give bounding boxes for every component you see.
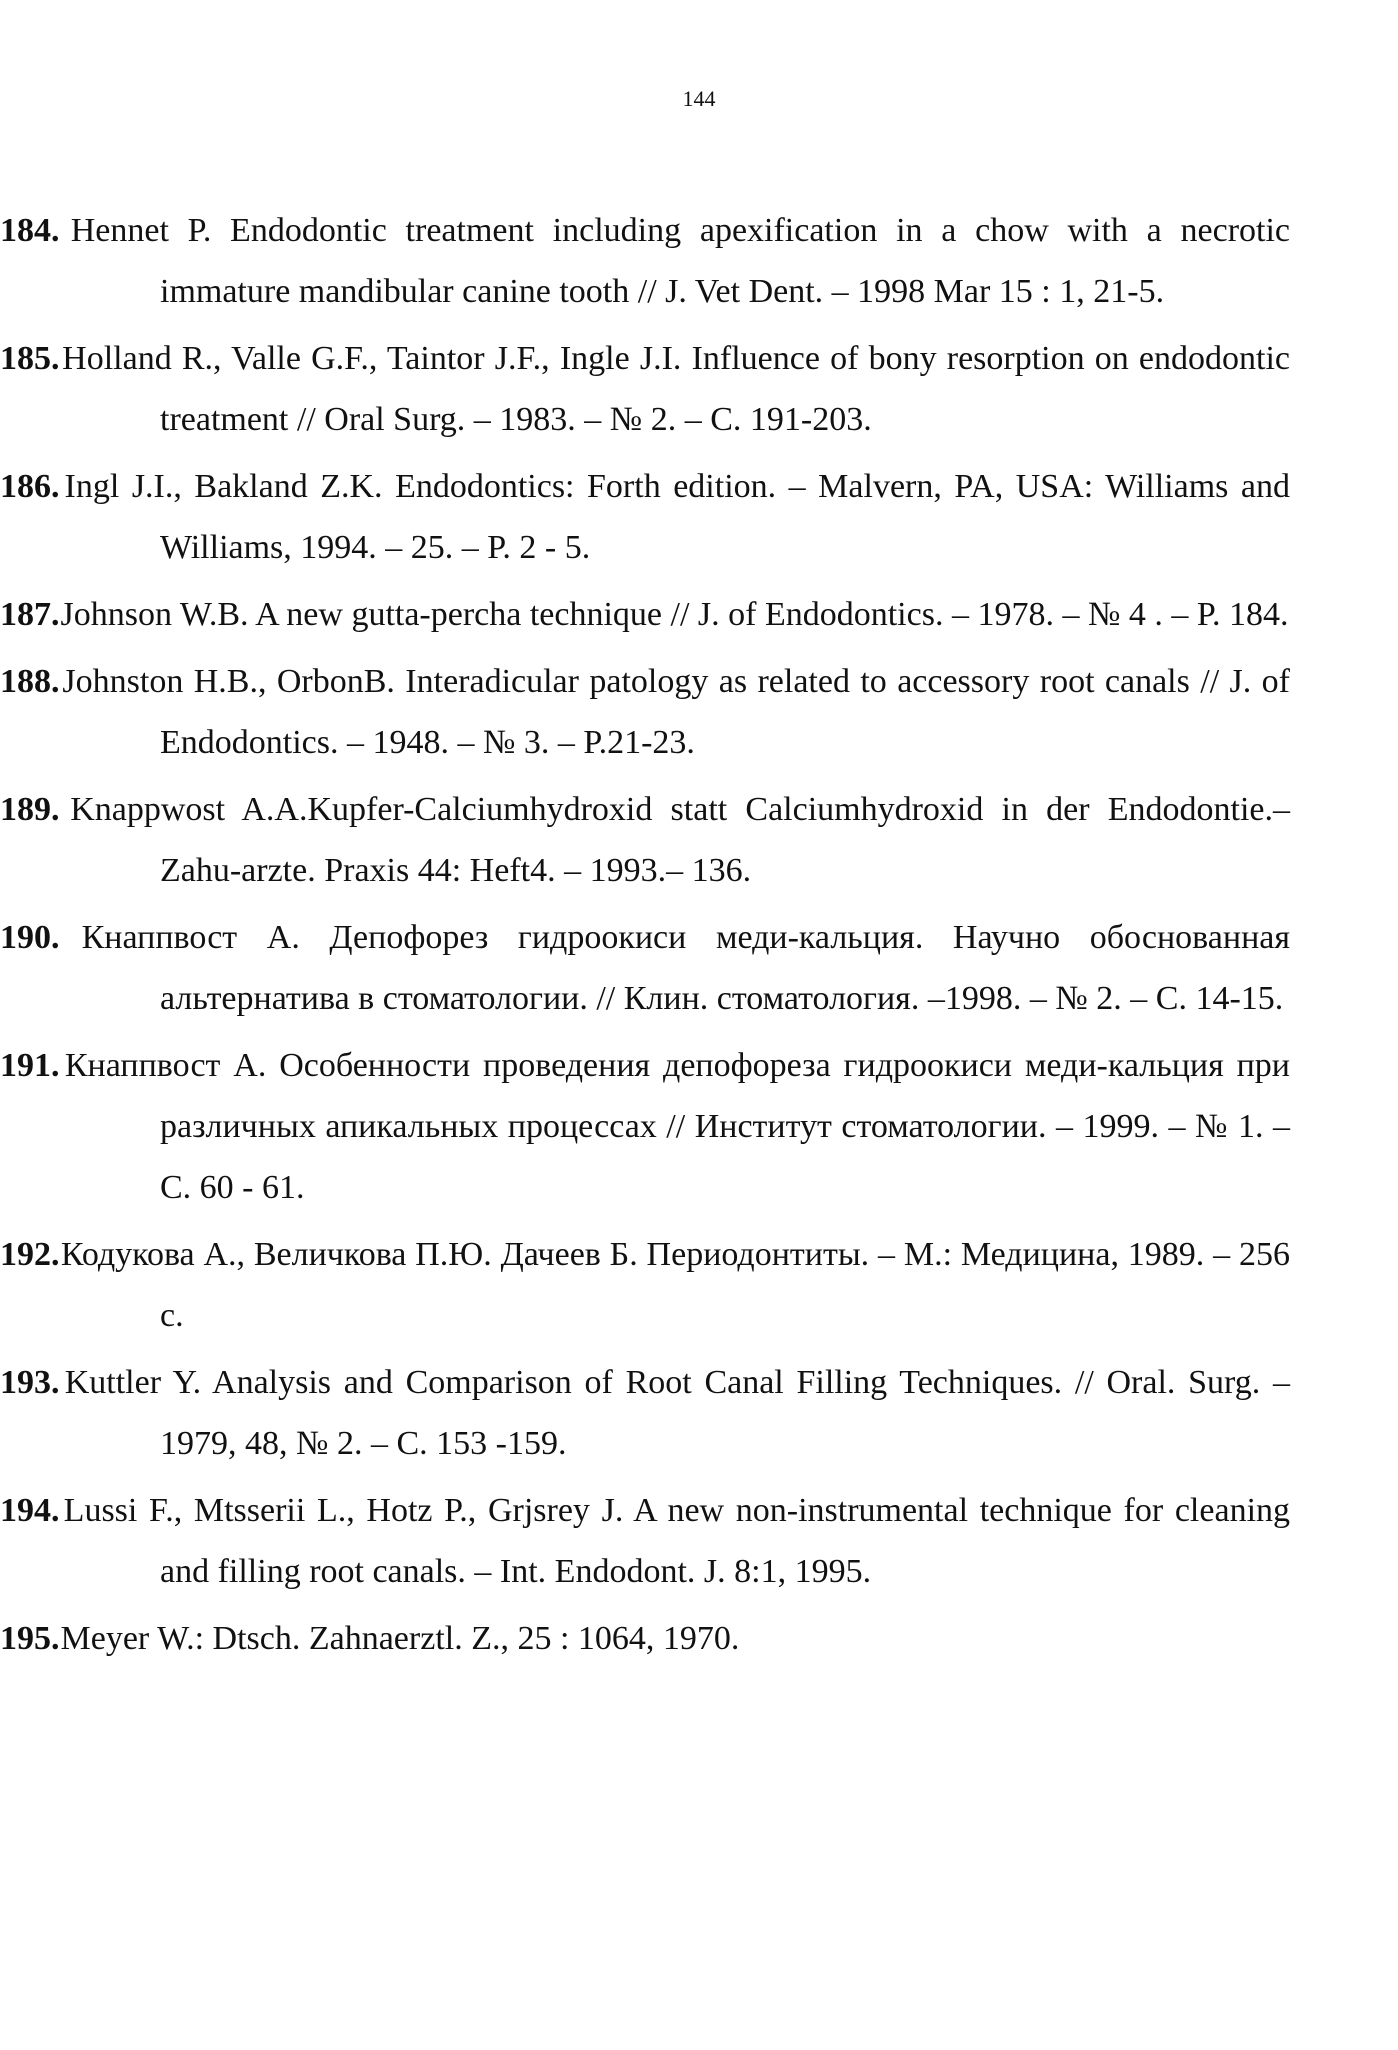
- reference-text: Kuttler Y. Analysis and Comparison of Root Canal Filling Techniques. // Oral. Surg. – 1979, 48, № 2. – C. 153 -159.: [64, 1364, 1290, 1462]
- reference-list: [0, 200, 1291, 1675]
- reference-number: 188.: [0, 663, 60, 700]
- reference-text: Holland R., Valle G.F., Taintor J.F., Ingle J.I. Influence of bony resorption on endodontic treatment // Oral Surg. – 1983. – № 2. – C. 191-203.: [62, 340, 1290, 438]
- reference-number: 191.: [0, 1047, 60, 1084]
- reference-text: Кнаппвост А. Особенности проведения депофореза гидроокиси меди-кальция при различных апикальных процессах // Институт стоматологии. – 1999. – № 1. – С. 60 - 61.: [64, 1047, 1290, 1206]
- reference-text: Knappwost A.A.Kupfer-Calciumhydroxid statt Calciumhydroxid in der Endodontie.– Zahu-arzte. Praxis 44: Heft4. – 1993.– 136.: [70, 791, 1291, 889]
- reference-text: Meyer W.: Dtsch. Zahnaerztl. Z., 25 : 1064, 1970.: [60, 1620, 740, 1657]
- reference-item: [0, 907, 1290, 1029]
- reference-item: [0, 456, 1290, 578]
- reference-text: Lussi F., Mtsserii L., Hotz P., Grjsrey J. A new non-instrumental technique for cleaning and filling root canals. – Int. Endodont. J. 8:1, 1995.: [63, 1492, 1291, 1590]
- reference-text: Кодукова А., Величкова П.Ю. Дачеев Б. Периодонтиты. – М.: Медицина, 1989. – 256 с.: [60, 1236, 1290, 1334]
- reference-number: 190.: [0, 919, 60, 956]
- reference-item: [0, 584, 1290, 645]
- reference-number: 187.: [0, 596, 60, 633]
- reference-item: [0, 1224, 1290, 1346]
- reference-item: [0, 1608, 1290, 1669]
- reference-number: 194.: [0, 1492, 60, 1529]
- reference-number: 186.: [0, 468, 60, 505]
- reference-number: 189.: [0, 791, 60, 828]
- reference-item: [0, 1035, 1290, 1218]
- reference-number: 192.: [0, 1236, 60, 1273]
- reference-text: Johnson W.B. A new gutta-percha technique // J. of Endodontics. – 1978. – № 4 . – P. 184.: [60, 596, 1289, 633]
- reference-item: [0, 1480, 1290, 1602]
- reference-item: [0, 779, 1290, 901]
- reference-text: Hennet P. Endodontic treatment including apexification in a chow with a necrotic immature mandibular canine tooth // J. Vet Dent. – 1998 Mar 15 : 1, 21-5.: [70, 212, 1291, 310]
- reference-item: [0, 328, 1290, 450]
- page-number: 144: [682, 86, 716, 111]
- reference-number: 195.: [0, 1620, 60, 1657]
- reference-text: Johnston H.B., OrbonB. Interadicular patology as related to accessory root canals // J. of Endodontics. – 1948. – № 3. – P.21-23.: [62, 663, 1291, 761]
- reference-text: Кнаппвост А. Депофорез гидроокиси меди-кальция. Научно обоснованная альтернатива в стоматологии. // Клин. стоматология. –1998. – № 2. – С. 14-15.: [81, 919, 1291, 1017]
- reference-item: [0, 1352, 1290, 1474]
- reference-number: 184.: [0, 212, 60, 249]
- reference-text: Ingl J.I., Bakland Z.K. Endodontics: Forth edition. – Malvern, PA, USA: Williams and Williams, 1994. – 25. – P. 2 - 5.: [64, 468, 1291, 566]
- reference-item: [0, 200, 1290, 322]
- reference-number: 193.: [0, 1364, 60, 1401]
- reference-item: [0, 651, 1290, 773]
- reference-number: 185.: [0, 340, 60, 377]
